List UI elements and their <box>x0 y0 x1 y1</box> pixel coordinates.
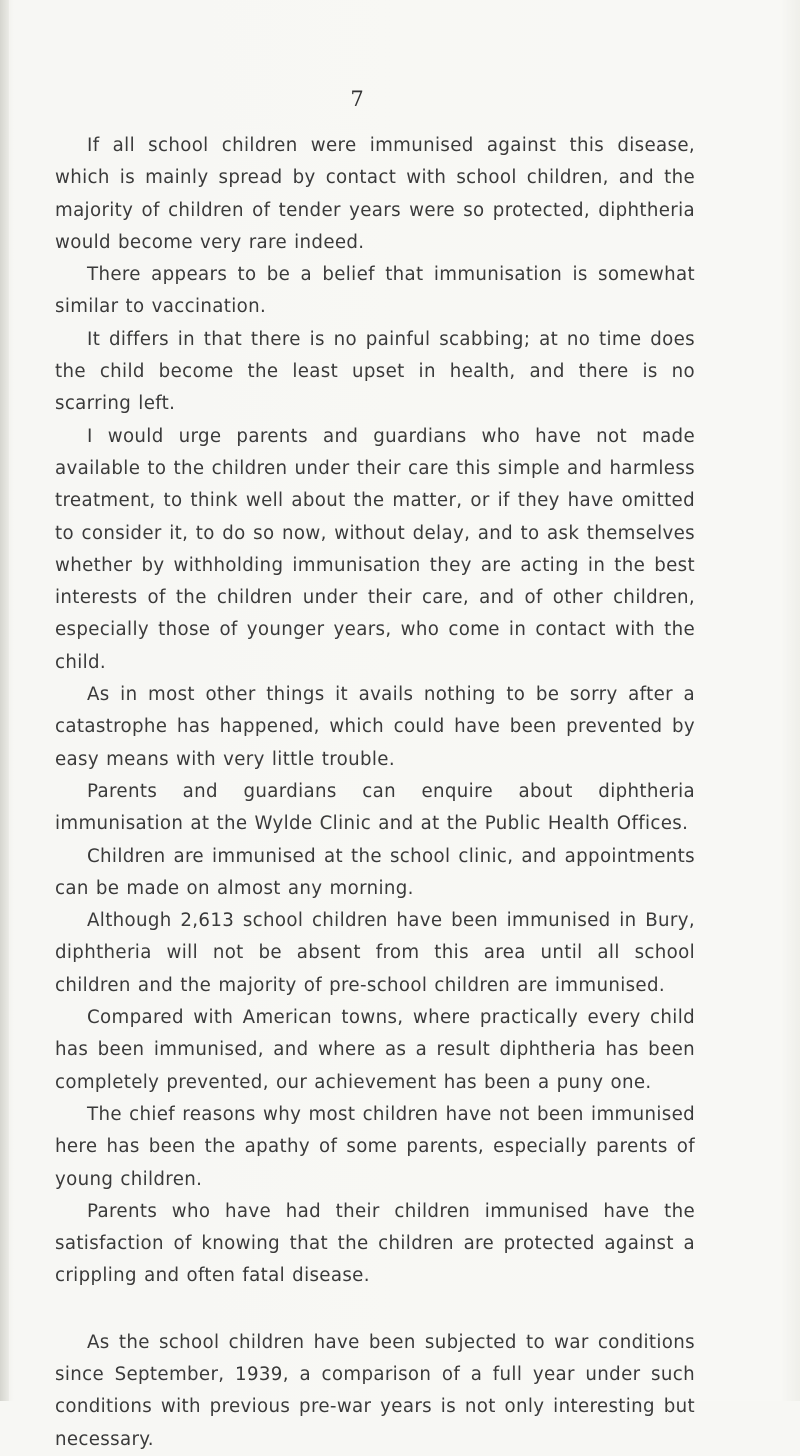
body-text <box>55 130 695 1456</box>
paragraph-catastrophe: As in most other things it avails nothing to be sorry after a catastrophe has happened, which could have been prevented by easy means with very little trouble. <box>55 684 695 770</box>
paragraph-satisfaction: Parents who have had their children immunised have the satisfaction of knowing that the children are protected against a crippling and often fatal disease. <box>55 1200 695 1287</box>
paragraph-school-clinic: Children are immunised at the school clinic, and appointments can be made on almost any morning. <box>55 845 695 899</box>
paragraph-enquire-clinic: Parents and guardians can enquire about diphtheria immunisation at the Wylde Clinic and at the Public Health Offices. <box>55 780 695 835</box>
paragraph-chief-reasons: The chief reasons why most children have not been immunised here has been the apathy of some parents, especially parents of young children. <box>55 1103 695 1190</box>
paragraph-american-towns: Compared with American towns, where practically every child has been immunised, and where as a result diphtheria has been completely prevented, our achievement has been a puny one. <box>55 1007 695 1093</box>
paragraph-belief-vaccination: There appears to be a belief that immunisation is somewhat similar to vaccination. <box>55 264 695 318</box>
paragraph-bury-count: Although 2,613 school children have been immunised in Bury, diphtheria will not be absent from this area until all school children and the majority of pre-school children are immunised. <box>55 910 695 996</box>
page-edge-shadow <box>0 0 9 1401</box>
paragraph-immunisation-disease: If all school children were immunised against this disease, which is mainly spread by contact with school children, and the majority of children of tender years were so protected, diphtheria would become very rare indeed. <box>55 135 695 253</box>
paragraph-differs-scabbing: It differs in that there is no painful scabbing; at no time does the child become the least upset in health, and there is no scarring left. <box>55 328 695 415</box>
paragraph-urge-parents: I would urge parents and guardians who have not made available to the children under their care this simple and harmless treatment, to think well about the matter, or if they have omitted to consider it, to do so now, without delay, and to ask themselves whether by withholding immunisation they are acting in the best interests of the children under their care, and of other children, especially those of younger years, who come in contact with the child. <box>55 425 695 673</box>
page-number: 7 <box>350 87 364 111</box>
paragraph-war-conditions: As the school children have been subjected to war conditions since September, 1939, a comparison of a full year under such conditions with previous pre-war years is not only interesting but necessary. <box>55 1331 695 1450</box>
